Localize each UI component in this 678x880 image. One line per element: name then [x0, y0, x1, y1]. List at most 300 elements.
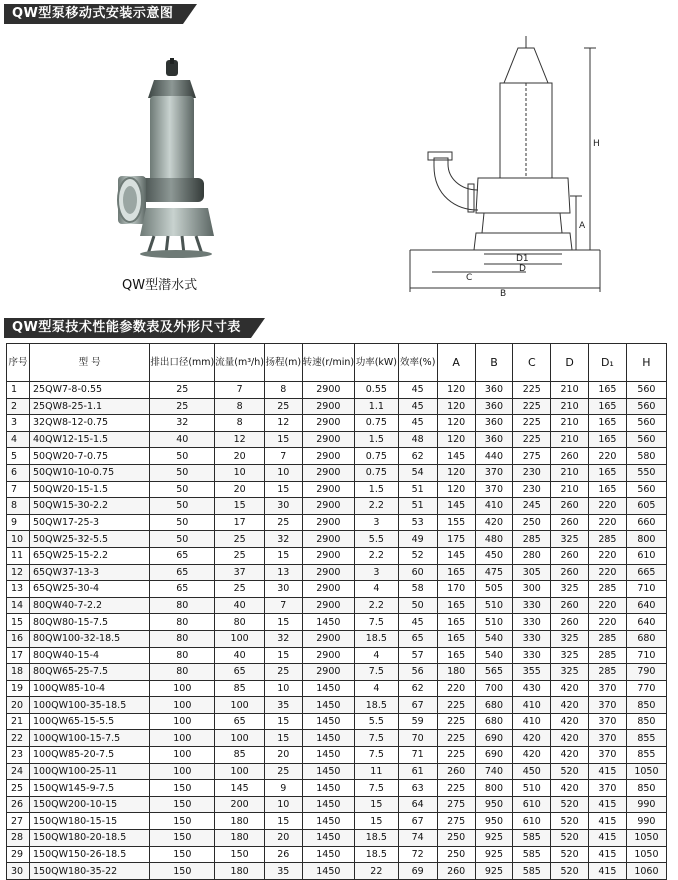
table-cell: 420	[551, 680, 589, 697]
col-header-b: B	[475, 344, 513, 382]
table-cell: 420	[551, 713, 589, 730]
table-cell: 1.5	[355, 431, 399, 448]
model-cell: 50QW15-30-2.2	[30, 498, 150, 515]
table-cell: 520	[551, 863, 589, 880]
table-cell: 2900	[302, 498, 354, 515]
table-cell: 80	[150, 614, 215, 631]
table-cell: 49	[398, 531, 437, 548]
table-row	[7, 763, 667, 780]
row-index-cell: 19	[7, 680, 30, 697]
table-cell: 925	[475, 830, 513, 847]
table-cell: 1450	[302, 614, 354, 631]
table-cell: 200	[215, 796, 265, 813]
row-index-cell: 24	[7, 763, 30, 780]
table-cell: 65	[150, 564, 215, 581]
table-cell: 150	[150, 863, 215, 880]
table-cell: 2900	[302, 415, 354, 432]
table-cell: 690	[475, 730, 513, 747]
model-cell: 100QW100-35-18.5	[30, 697, 150, 714]
dim-label-b: B	[500, 289, 507, 296]
table-cell: 18.5	[355, 830, 399, 847]
table-cell: 210	[551, 398, 589, 415]
table-cell: 415	[589, 763, 627, 780]
table-cell: 250	[437, 846, 475, 863]
table-cell: 120	[437, 431, 475, 448]
table-cell: 505	[475, 581, 513, 598]
table-cell: 80	[150, 647, 215, 664]
table-cell: 360	[475, 431, 513, 448]
table-cell: 260	[437, 863, 475, 880]
row-index-cell: 16	[7, 630, 30, 647]
row-index-cell: 28	[7, 830, 30, 847]
table-cell: 605	[626, 498, 666, 515]
table-cell: 420	[551, 730, 589, 747]
table-cell: 370	[589, 697, 627, 714]
table-cell: 410	[513, 713, 551, 730]
row-index-cell: 11	[7, 547, 30, 564]
col-header-flow: 流量(m³/h)	[215, 344, 265, 382]
table-cell: 65	[215, 713, 265, 730]
row-index-cell: 1	[7, 382, 30, 399]
table-cell: 2900	[302, 630, 354, 647]
table-cell: 0.75	[355, 415, 399, 432]
table-cell: 2900	[302, 448, 354, 465]
table-cell: 120	[437, 481, 475, 498]
table-cell: 120	[437, 415, 475, 432]
table-cell: 710	[626, 647, 666, 664]
table-cell: 165	[589, 464, 627, 481]
table-cell: 35	[264, 863, 302, 880]
model-cell: 25QW7-8-0.55	[30, 382, 150, 399]
table-cell: 2900	[302, 547, 354, 564]
table-cell: 2.2	[355, 498, 399, 515]
table-row	[7, 747, 667, 764]
table-cell: 8	[264, 382, 302, 399]
table-cell: 550	[626, 464, 666, 481]
table-cell: 410	[475, 498, 513, 515]
table-row	[7, 464, 667, 481]
table-cell: 220	[589, 547, 627, 564]
table-cell: 7.5	[355, 614, 399, 631]
table-cell: 370	[589, 680, 627, 697]
table-cell: 50	[150, 531, 215, 548]
table-cell: 420	[551, 747, 589, 764]
table-cell: 520	[551, 846, 589, 863]
row-index-cell: 5	[7, 448, 30, 465]
table-cell: 45	[398, 382, 437, 399]
table-cell: 285	[589, 581, 627, 598]
table-cell: 560	[626, 431, 666, 448]
table-cell: 67	[398, 697, 437, 714]
table-cell: 610	[513, 813, 551, 830]
table-cell: 225	[513, 382, 551, 399]
row-index-cell: 10	[7, 531, 30, 548]
table-cell: 740	[475, 763, 513, 780]
table-cell: 18.5	[355, 630, 399, 647]
dim-label-a: A	[579, 221, 586, 231]
table-cell: 175	[437, 531, 475, 548]
table-cell: 50	[150, 514, 215, 531]
table-cell: 22	[355, 863, 399, 880]
table-cell: 20	[215, 481, 265, 498]
col-header-idx: 序号	[7, 344, 30, 382]
table-cell: 64	[398, 796, 437, 813]
table-cell: 50	[150, 464, 215, 481]
model-cell: 80QW65-25-7.5	[30, 664, 150, 681]
table-row	[7, 448, 667, 465]
table-cell: 540	[475, 647, 513, 664]
table-row	[7, 415, 667, 432]
pump-photo	[110, 58, 230, 258]
table-cell: 225	[513, 415, 551, 432]
table-cell: 7.5	[355, 664, 399, 681]
row-index-cell: 12	[7, 564, 30, 581]
table-cell: 260	[551, 614, 589, 631]
table-cell: 230	[513, 464, 551, 481]
row-index-cell: 26	[7, 796, 30, 813]
table-cell: 70	[398, 730, 437, 747]
table-cell: 260	[551, 564, 589, 581]
row-index-cell: 18	[7, 664, 30, 681]
table-row	[7, 398, 667, 415]
table-cell: 74	[398, 830, 437, 847]
table-cell: 48	[398, 431, 437, 448]
table-cell: 25	[215, 547, 265, 564]
model-cell: 80QW40-15-4	[30, 647, 150, 664]
table-cell: 61	[398, 763, 437, 780]
table-cell: 15	[264, 481, 302, 498]
table-cell: 80	[150, 597, 215, 614]
table-cell: 220	[589, 597, 627, 614]
table-cell: 15	[355, 813, 399, 830]
table-cell: 15	[264, 431, 302, 448]
table-cell: 1450	[302, 830, 354, 847]
table-cell: 145	[437, 498, 475, 515]
table-cell: 54	[398, 464, 437, 481]
table-cell: 30	[264, 498, 302, 515]
table-cell: 1450	[302, 863, 354, 880]
table-cell: 220	[437, 680, 475, 697]
table-cell: 7.5	[355, 730, 399, 747]
table-cell: 2900	[302, 382, 354, 399]
installation-diagram	[400, 28, 610, 296]
table-cell: 45	[398, 614, 437, 631]
model-cell: 80QW80-15-7.5	[30, 614, 150, 631]
table-cell: 990	[626, 796, 666, 813]
table-cell: 10	[215, 464, 265, 481]
table-cell: 2900	[302, 581, 354, 598]
table-cell: 275	[437, 796, 475, 813]
row-index-cell: 27	[7, 813, 30, 830]
table-cell: 585	[513, 846, 551, 863]
table-cell: 790	[626, 664, 666, 681]
table-cell: 1450	[302, 747, 354, 764]
table-cell: 25	[264, 514, 302, 531]
table-cell: 58	[398, 581, 437, 598]
table-cell: 4	[355, 680, 399, 697]
table-cell: 950	[475, 813, 513, 830]
table-cell: 2900	[302, 464, 354, 481]
table-row	[7, 481, 667, 498]
table-cell: 120	[437, 382, 475, 399]
table-cell: 52	[398, 547, 437, 564]
table-cell: 285	[513, 531, 551, 548]
table-cell: 32	[264, 630, 302, 647]
table-cell: 610	[513, 796, 551, 813]
table-cell: 325	[551, 664, 589, 681]
table-cell: 30	[264, 581, 302, 598]
table-cell: 100	[215, 763, 265, 780]
table-cell: 165	[589, 431, 627, 448]
table-cell: 510	[513, 780, 551, 797]
table-row	[7, 863, 667, 880]
col-header-model: 型 号	[30, 344, 150, 382]
table-cell: 800	[626, 531, 666, 548]
table-cell: 32	[264, 531, 302, 548]
table-cell: 990	[626, 813, 666, 830]
model-cell: 100QW100-15-7.5	[30, 730, 150, 747]
table-cell: 2900	[302, 398, 354, 415]
table-cell: 145	[437, 547, 475, 564]
table-cell: 210	[551, 415, 589, 432]
table-cell: 260	[551, 498, 589, 515]
table-cell: 165	[437, 614, 475, 631]
table-cell: 53	[398, 514, 437, 531]
table-cell: 45	[398, 398, 437, 415]
table-cell: 165	[589, 481, 627, 498]
table-cell: 50	[150, 481, 215, 498]
table-cell: 260	[551, 547, 589, 564]
table-cell: 65	[150, 581, 215, 598]
table-cell: 450	[513, 763, 551, 780]
table-cell: 305	[513, 564, 551, 581]
table-cell: 63	[398, 780, 437, 797]
table-cell: 7.5	[355, 780, 399, 797]
model-cell: 100QW85-10-4	[30, 680, 150, 697]
table-cell: 120	[437, 464, 475, 481]
dim-label-h: H	[593, 139, 600, 149]
table-cell: 20	[264, 747, 302, 764]
table-cell: 690	[475, 747, 513, 764]
table-cell: 25	[215, 531, 265, 548]
model-cell: 50QW20-15-1.5	[30, 481, 150, 498]
table-cell: 80	[150, 630, 215, 647]
table-cell: 60	[398, 564, 437, 581]
table-body	[7, 382, 667, 880]
row-index-cell: 20	[7, 697, 30, 714]
table-cell: 925	[475, 846, 513, 863]
table-cell: 225	[437, 730, 475, 747]
table-cell: 150	[150, 796, 215, 813]
table-cell: 12	[215, 431, 265, 448]
table-cell: 100	[150, 747, 215, 764]
table-cell: 520	[551, 813, 589, 830]
table-row	[7, 730, 667, 747]
row-index-cell: 8	[7, 498, 30, 515]
table-cell: 2900	[302, 647, 354, 664]
table-cell: 2900	[302, 664, 354, 681]
table-cell: 5.5	[355, 531, 399, 548]
photo-caption: QW型潜水式	[122, 278, 198, 293]
table-cell: 62	[398, 680, 437, 697]
table-cell: 585	[513, 830, 551, 847]
table-cell: 225	[437, 780, 475, 797]
table-cell: 15	[215, 498, 265, 515]
table-cell: 65	[398, 630, 437, 647]
table-cell: 225	[437, 713, 475, 730]
model-cell: 100QW85-20-7.5	[30, 747, 150, 764]
table-row	[7, 630, 667, 647]
row-index-cell: 3	[7, 415, 30, 432]
table-row	[7, 382, 667, 399]
table-row	[7, 664, 667, 681]
model-cell: 25QW8-25-1.1	[30, 398, 150, 415]
table-cell: 13	[264, 564, 302, 581]
table-cell: 25	[264, 763, 302, 780]
table-cell: 210	[551, 464, 589, 481]
table-cell: 1450	[302, 730, 354, 747]
table-row	[7, 597, 667, 614]
table-cell: 10	[264, 464, 302, 481]
table-cell: 1050	[626, 846, 666, 863]
table-cell: 300	[513, 581, 551, 598]
table-cell: 150	[150, 780, 215, 797]
model-cell: 150QW200-10-15	[30, 796, 150, 813]
table-cell: 580	[626, 448, 666, 465]
table-cell: 2900	[302, 481, 354, 498]
table-cell: 37	[215, 564, 265, 581]
table-cell: 360	[475, 398, 513, 415]
table-cell: 15	[264, 730, 302, 747]
table-cell: 225	[513, 398, 551, 415]
table-cell: 72	[398, 846, 437, 863]
table-row	[7, 780, 667, 797]
table-cell: 245	[513, 498, 551, 515]
table-cell: 950	[475, 796, 513, 813]
table-cell: 5.5	[355, 713, 399, 730]
table-cell: 850	[626, 697, 666, 714]
table-cell: 415	[589, 830, 627, 847]
table-cell: 7	[215, 382, 265, 399]
table-cell: 855	[626, 747, 666, 764]
table-cell: 415	[589, 813, 627, 830]
table-cell: 15	[264, 813, 302, 830]
table-cell: 26	[264, 846, 302, 863]
table-cell: 4	[355, 647, 399, 664]
table-cell: 2900	[302, 531, 354, 548]
table-cell: 180	[215, 830, 265, 847]
table-cell: 18.5	[355, 846, 399, 863]
table-cell: 71	[398, 747, 437, 764]
model-cell: 32QW8-12-0.75	[30, 415, 150, 432]
table-row	[7, 614, 667, 631]
table-cell: 2900	[302, 564, 354, 581]
table-cell: 225	[437, 747, 475, 764]
table-cell: 100	[215, 630, 265, 647]
table-cell: 1450	[302, 780, 354, 797]
table-cell: 285	[589, 664, 627, 681]
dim-label-d1: D1	[516, 254, 529, 264]
table-cell: 325	[551, 647, 589, 664]
col-header-h: H	[626, 344, 666, 382]
table-cell: 8	[215, 415, 265, 432]
row-index-cell: 7	[7, 481, 30, 498]
table-cell: 170	[437, 581, 475, 598]
table-cell: 59	[398, 713, 437, 730]
model-cell: 100QW65-15-5.5	[30, 713, 150, 730]
table-cell: 25	[150, 382, 215, 399]
table-cell: 285	[589, 630, 627, 647]
table-cell: 100	[150, 713, 215, 730]
table-cell: 430	[513, 680, 551, 697]
table-cell: 20	[215, 448, 265, 465]
row-index-cell: 4	[7, 431, 30, 448]
col-header-head: 扬程(m)	[264, 344, 302, 382]
specification-table	[6, 343, 667, 880]
model-cell: 150QW145-9-7.5	[30, 780, 150, 797]
table-cell: 640	[626, 597, 666, 614]
table-row	[7, 647, 667, 664]
table-cell: 370	[475, 481, 513, 498]
table-cell: 165	[437, 564, 475, 581]
table-cell: 40	[215, 647, 265, 664]
table-cell: 100	[150, 697, 215, 714]
table-cell: 330	[513, 630, 551, 647]
table-cell: 9	[264, 780, 302, 797]
table-cell: 25	[264, 398, 302, 415]
col-header-c: C	[513, 344, 551, 382]
table-cell: 520	[551, 763, 589, 780]
table-cell: 1450	[302, 713, 354, 730]
table-cell: 420	[551, 780, 589, 797]
table-cell: 480	[475, 531, 513, 548]
table-cell: 420	[551, 697, 589, 714]
table-cell: 800	[475, 780, 513, 797]
table-cell: 100	[150, 680, 215, 697]
table-cell: 850	[626, 780, 666, 797]
table-cell: 325	[551, 531, 589, 548]
table-cell: 1450	[302, 763, 354, 780]
table-cell: 150	[150, 813, 215, 830]
table-cell: 50	[398, 597, 437, 614]
table-cell: 220	[589, 514, 627, 531]
table-row	[7, 713, 667, 730]
table-cell: 415	[589, 846, 627, 863]
table-cell: 1060	[626, 863, 666, 880]
table-row	[7, 498, 667, 515]
row-index-cell: 30	[7, 863, 30, 880]
table-cell: 85	[215, 747, 265, 764]
table-cell: 475	[475, 564, 513, 581]
table-row	[7, 547, 667, 564]
row-index-cell: 9	[7, 514, 30, 531]
table-cell: 1050	[626, 763, 666, 780]
table-cell: 8	[215, 398, 265, 415]
model-cell: 150QW180-15-15	[30, 813, 150, 830]
table-cell: 520	[551, 796, 589, 813]
row-index-cell: 6	[7, 464, 30, 481]
table-cell: 1450	[302, 680, 354, 697]
model-cell: 150QW180-20-18.5	[30, 830, 150, 847]
table-cell: 20	[264, 830, 302, 847]
table-row	[7, 796, 667, 813]
table-cell: 330	[513, 597, 551, 614]
col-header-power: 功率(kW)	[355, 344, 399, 382]
table-cell: 420	[513, 747, 551, 764]
table-cell: 2900	[302, 597, 354, 614]
row-index-cell: 22	[7, 730, 30, 747]
table-row	[7, 431, 667, 448]
